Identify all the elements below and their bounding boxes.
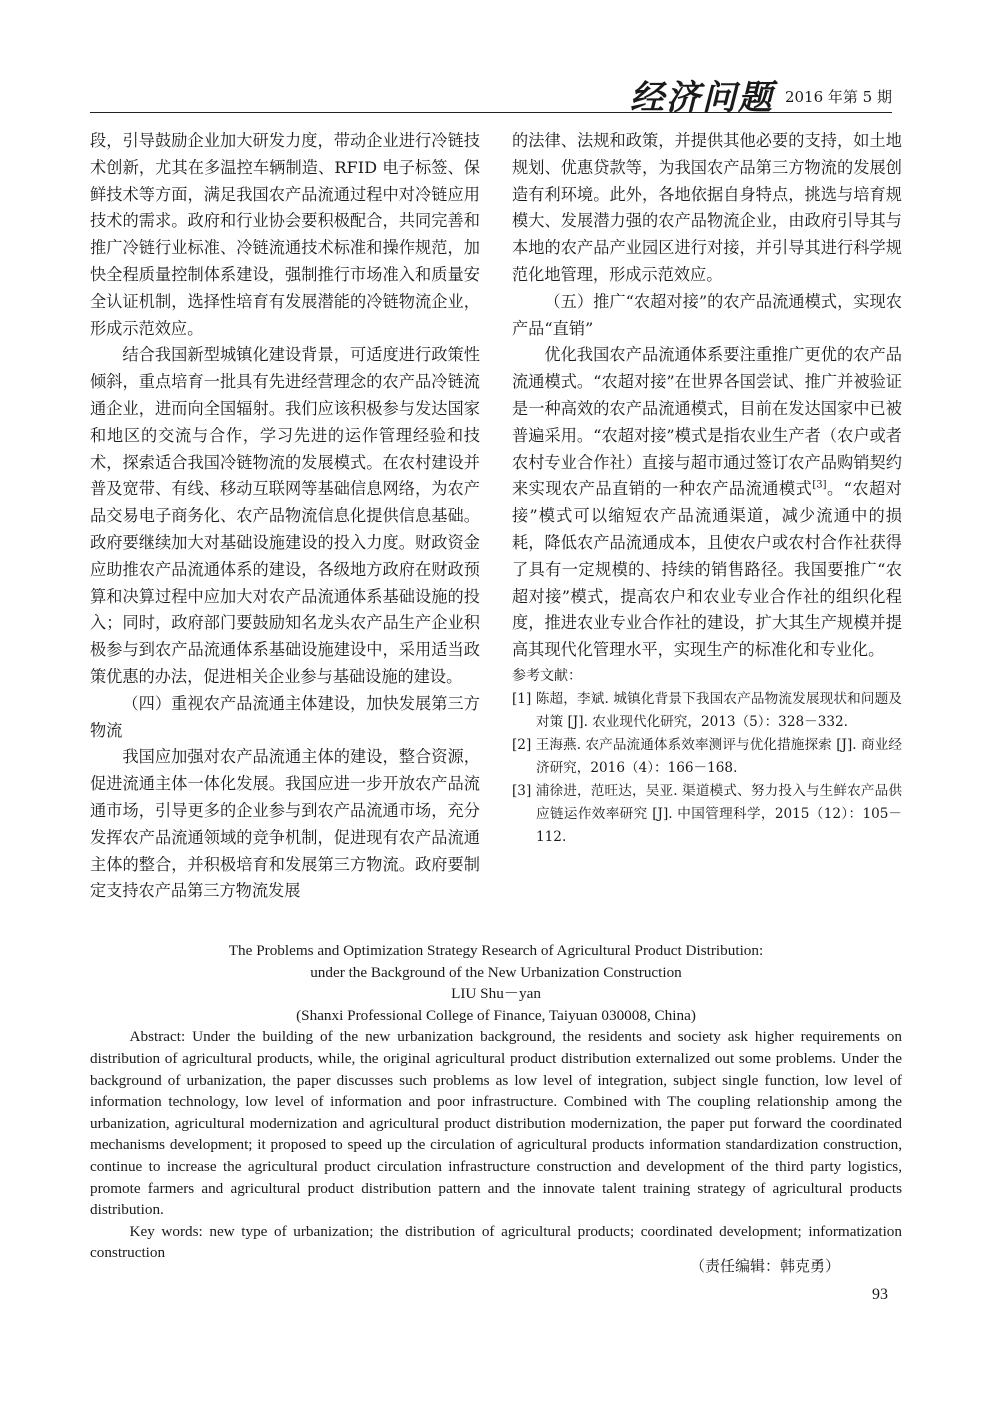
english-affiliation: (Shanxi Professional College of Finance, Taiyuan 030008, China) — [296, 1006, 696, 1024]
paragraph-text-a: 优化我国农产品流通体系要注重推广更优的农产品流通模式。“农超对接”在世界各国尝试、推广并被验证是一种高效的农产品流通模式，目前在发达国家中已被普遍采用。“农超对接”模式是指农业生产者（农户或者农村专业合作社）直接与超市通过签订农产品购销契约来实现农产品直销的一种农产品流通模式 — [512, 345, 902, 499]
citation-mark: [3] — [812, 479, 827, 491]
responsible-editor: （责任编辑：韩克勇） — [689, 1257, 840, 1275]
left-column — [90, 128, 480, 905]
english-abstract-block — [90, 940, 902, 1264]
references-label: 参考文献： — [512, 667, 582, 684]
issue-label: 2016 年第 5 期 — [784, 88, 892, 106]
reference-item: [2] 王海燕. 农产品流通体系效率测评与优化措施探索 [J]. 商业经济研究，2016（4）：166－168. — [512, 736, 902, 776]
right-column — [512, 128, 902, 849]
english-abstract: Abstract: Under the building of the new urbanization background, the residents and society ask higher requirements on distribution of agricultural products, while, the original agricultural product distribution externalized out some problems. Under the background of urbanization, the paper discusses such problems as low level of integration, subject single function, low level of information technology, low level of information and poor infrastructure. Combined with The coupling relationship among the urbanization, agricultural modernization and agricultural product distribution modernization, the paper put forward the coordinated mechanisms development; it proposed to speed up the circulation of agricultural products information standardization construction, continue to increase the agricultural product circulation infrastructure construction and development of the third party logistics, promote farmers and agricultural product distribution pattern and the innovate talent training strategy of agricultural products distribution. — [90, 1028, 902, 1219]
left-paragraph-3: 我国应加强对农产品流通主体的建设，整合资源，促进流通主体一体化发展。我国应进一步开放农产品流通市场，引导更多的企业参与到农产品流通市场，充分发挥农产品流通领域的竞争机制，促进现有农产品流通主体的整合，并积极培育和发展第三方物流。政府要制定支持农产品第三方物流发展 — [90, 747, 480, 901]
left-paragraph-2: 结合我国新型城镇化建设背景，可适度进行政策性倾斜，重点培育一批具有先进经营理念的农产品冷链流通企业，进而向全国辐射。我们应该积极参与发达国家和地区的交流与合作，学习先进的运作管理经验和技术，探索适合我国冷链物流的发展模式。在农村建设并普及宽带、有线、移动互联网等基础信息网络，为农产品交易电子商务化、农产品物流信息化提供信息基础。政府要继续加大对基础设施建设的投入力度。财政资金应助推农产品流通体系的建设，各级地方政府在财政预算和决算过程中应加大对农产品流通体系基础设施的投入；同时，政府部门要鼓励知名龙头农产品生产企业积极参与到农产品流通体系基础设施建设中，采用适当政策优惠的办法，促进相关企业参与基础设施的建设。 — [90, 345, 480, 686]
english-title-line-1: The Problems and Optimization Strategy Research of Agricultural Product Distribution: — [228, 942, 764, 959]
right-paragraph-1: 的法律、法规和政策，并提供其他必要的支持，如土地规划、优惠贷款等，为我国农产品第三方物流的发展创造有利环境。此外，各地依据自身特点，挑选与培育规模大、发展潜力强的农产品物流企业，由政府引导其与本地的农产品产业园区进行对接，并引导其进行科学规范化地管理，形成示范效应。 — [512, 131, 902, 284]
english-title-line-2: under the Background of the New Urbanization Construction — [310, 963, 682, 981]
journal-title: 经济问题 — [630, 78, 774, 118]
english-keywords: Key words: new type of urbanization; the distribution of agricultural products; coordinated development; informatization construction — [90, 1222, 902, 1262]
english-author: LIU Shu－yan — [451, 985, 541, 1003]
section-heading-5: （五）推广“农超对接”的农产品流通模式，实现农产品“直销” — [512, 291, 902, 338]
paragraph-text-b: 。“农超对接”模式可以缩短农产品流通渠道，减少流通中的损耗，降低农产品流通成本，且使农户或农村合作社获得了具有一定规模的、持续的销售路径。我国要推广“农超对接”模式，提高农户和农业专业合作社的组织化程度，推进农业专业合作社的建设，扩大其生产规模并提高其现代化管理水平，实现生产的标准化和专业化。 — [512, 479, 902, 660]
section-heading-4: （四）重视农产品流通主体建设，加快发展第三方物流 — [90, 693, 480, 740]
reference-item: [3] 浦徐进，范旺达，吴亚. 渠道模式、努力投入与生鲜农产品供应链运作效率研究 [J]. 中国管理科学，2015（12）：105－112. — [512, 782, 902, 845]
left-paragraph-1: 段，引导鼓励企业加大研发力度，带动企业进行冷链技术创新，尤其在多温控车辆制造、RFID 电子标签、保鲜技术等方面，满足我国农产品流通过程中对冷链应用技术的需求。政府和行业协会要积极配合，共同完善和推广冷链行业标准、冷链流通技术标准和操作规范，加快全程质量控制体系建设，强制推行市场准入和质量安全认证机制，选择性培育有发展潜能的冷链物流企业，形成示范效应。 — [90, 131, 480, 338]
page-number: 93 — [872, 1286, 888, 1303]
running-header — [90, 68, 892, 118]
reference-item: [1] 陈超，李斌. 城镇化背景下我国农产品物流发展现状和问题及对策 [J]. 农业现代化研究，2013（5）：328－332. — [512, 690, 902, 730]
right-paragraph-2 — [512, 342, 902, 664]
